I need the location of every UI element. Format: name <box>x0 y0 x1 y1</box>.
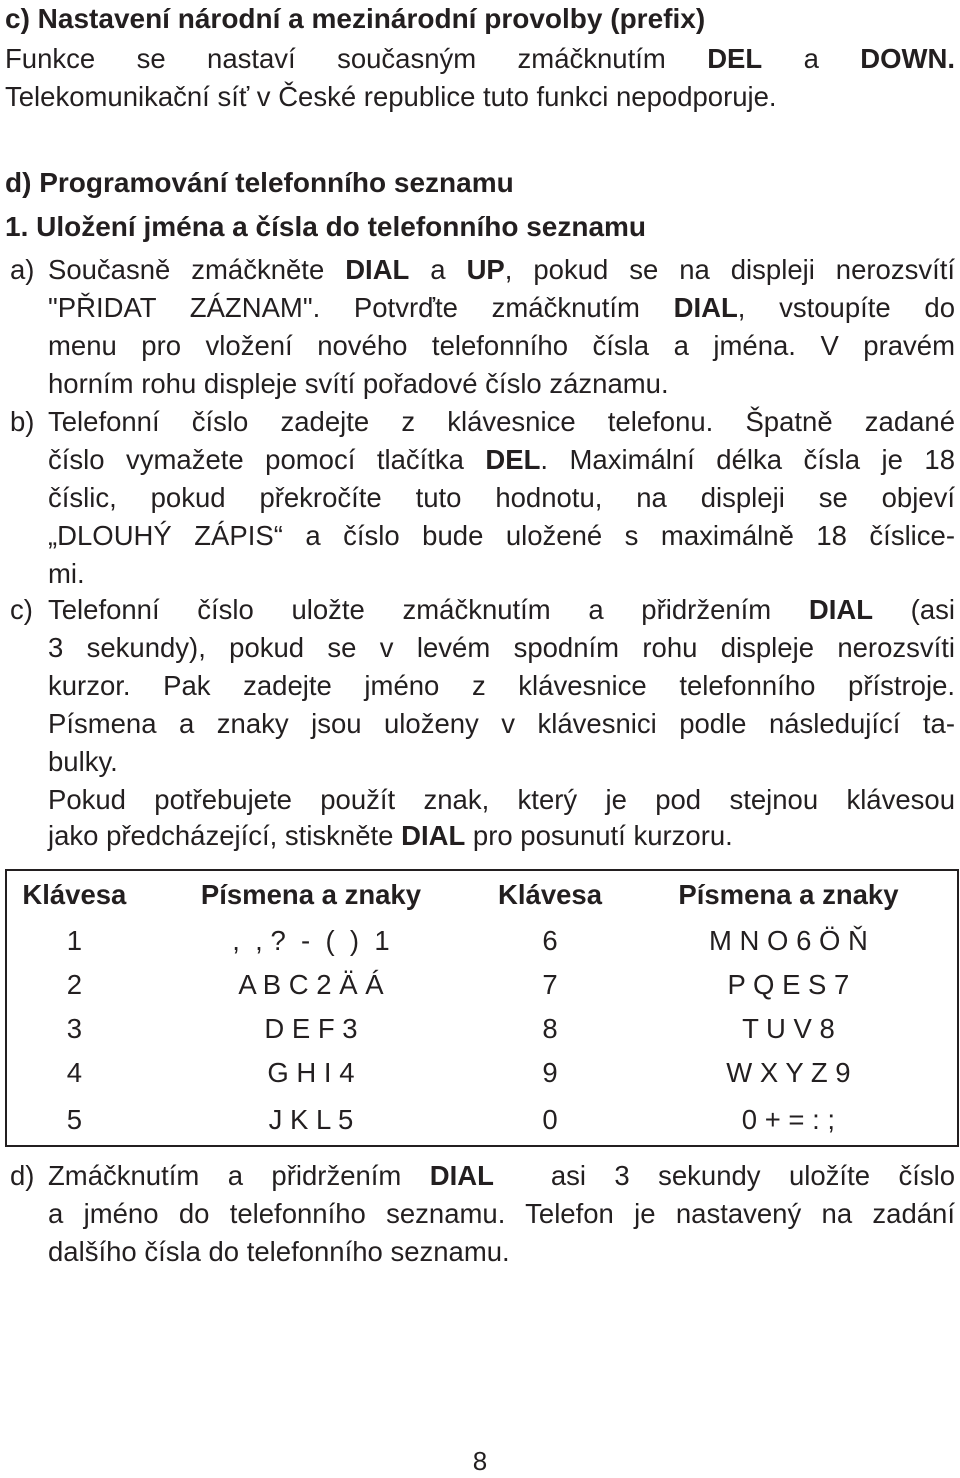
table-row <box>6 1051 958 1095</box>
column-header-key: Klávesa <box>498 879 603 910</box>
paragraph-line: Telekomunikační síť v České republice tuto funkci nepodporuje. <box>5 81 777 112</box>
table-cell: 9 <box>542 1057 558 1088</box>
paragraph-line: 3 sekundy), pokud se v levém spodním rohu displeje nerozsvíti <box>48 632 955 663</box>
item-label-b: b) <box>10 406 35 437</box>
paragraph-line: Funkce se nastaví současným zmáčknutím DEL a DOWN. <box>5 43 955 74</box>
item-label-a: a) <box>10 254 35 285</box>
table-cell: 5 <box>66 1104 83 1135</box>
page-number: 8 <box>472 1446 488 1476</box>
paragraph-line: kurzor. Pak zadejte jméno z klávesnice telefonního přístroje. <box>48 670 955 701</box>
paragraph-line: dalšího čísla do telefonního seznamu. <box>48 1236 510 1267</box>
table-cell: 0 <box>542 1104 558 1135</box>
item-label-c: c) <box>10 594 33 625</box>
paragraph-line: horním rohu displeje svítí pořadové číslo záznamu. <box>48 368 669 399</box>
table-cell: T U V 8 <box>742 1013 835 1044</box>
subheading-save-entry: 1. Uložení jména a čísla do telefonního seznamu <box>5 211 647 242</box>
paragraph-line: a jméno do telefonního seznamu. Telefon je nastavený na zadání <box>48 1198 955 1229</box>
table-row <box>6 919 958 963</box>
paragraph-line: číslic, pokud překročíte tuto hodnotu, na displeji se objeví <box>48 482 955 513</box>
item-label-d: d) <box>10 1160 35 1191</box>
paragraph-line: Telefonní číslo zadejte z klávesnice telefonu. Špatně zadané <box>48 406 955 437</box>
table-cell: G H I 4 <box>267 1057 355 1088</box>
column-header-key: Klávesa <box>22 879 127 910</box>
table-cell: 0 + = : ; <box>741 1104 836 1135</box>
table-cell: J K L 5 <box>268 1104 354 1135</box>
paragraph-line: „DLOUHÝ ZÁPIS“ a číslo bude uložené s maximálně 18 číslice- <box>48 520 955 551</box>
table-cell: 7 <box>542 969 558 1000</box>
table-cell: 1 <box>66 925 83 956</box>
table-cell: W X Y Z 9 <box>726 1057 851 1088</box>
column-header-characters: Písmena a znaky <box>678 879 899 910</box>
table-cell: 6 <box>542 925 558 956</box>
column-header-characters: Písmena a znaky <box>200 879 422 910</box>
table-row <box>6 963 958 1007</box>
table-cell: P Q E S 7 <box>727 969 850 1000</box>
paragraph-line: bulky. <box>48 746 118 777</box>
table-header-row <box>6 870 958 919</box>
section-heading-phonebook: d) Programování telefonního seznamu <box>5 167 514 198</box>
table-cell: D E F 3 <box>264 1013 358 1044</box>
table-cell: , , ? - ( ) 1 <box>232 925 390 956</box>
key-character-table <box>5 869 959 1147</box>
paragraph-line: Pokud potřebujete použít znak, který je pod stejnou klávesou <box>48 784 955 815</box>
paragraph-line: mi. <box>48 558 85 589</box>
table-cell: 4 <box>66 1057 83 1088</box>
table-row <box>6 1007 958 1051</box>
paragraph-line: menu pro vložení nového telefonního čísla a jména. V pravém <box>48 330 955 361</box>
table-cell: 8 <box>542 1013 558 1044</box>
paragraph-line: jako předcházející, stiskněte DIAL pro posunutí kurzoru. <box>48 820 733 851</box>
section-heading-prefix: c) Nastavení národní a mezinárodní provolby (prefix) <box>5 3 706 34</box>
table-cell: 3 <box>66 1013 83 1044</box>
table-row <box>6 1095 958 1146</box>
paragraph-line: Písmena a znaky jsou uloženy v klávesnici podle následující ta- <box>48 708 955 739</box>
table-cell: M N O 6 Ö Ň <box>708 925 868 956</box>
table-cell: 2 <box>66 969 83 1000</box>
paragraph-line: číslo vymažete pomocí tlačítka DEL. Maximální délka čísla je 18 <box>48 444 955 475</box>
paragraph-line: Zmáčknutím a přidržením DIAL asi 3 sekundy uložíte číslo <box>48 1160 955 1191</box>
paragraph-line: "PŘIDAT ZÁZNAM". Potvrďte zmáčknutím DIAL, vstoupíte do <box>48 292 955 323</box>
table-cell: A B C 2 Ä Á <box>238 969 384 1000</box>
paragraph-line: Současně zmáčkněte DIAL a UP, pokud se na displeji nerozsvítí <box>48 254 955 285</box>
paragraph-line: Telefonní číslo uložte zmáčknutím a přidržením DIAL (asi <box>48 594 955 625</box>
